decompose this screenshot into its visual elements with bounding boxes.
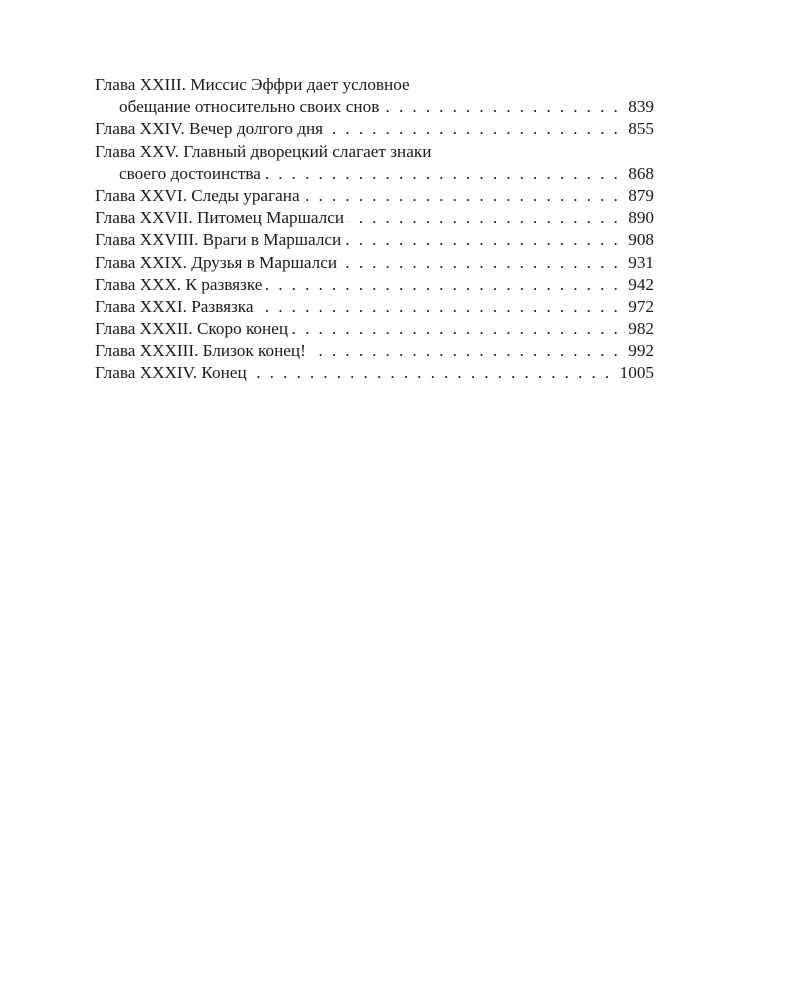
toc-entry (95, 229, 654, 251)
toc-entry (95, 118, 654, 140)
toc-entry-page: 982 (628, 319, 654, 339)
toc-entry-line (95, 229, 654, 251)
toc-entry (95, 252, 654, 274)
toc-entry-page: 879 (628, 185, 654, 205)
toc-entry-line (95, 141, 654, 163)
toc-entry-title: Глава XXX. К развязке (95, 274, 263, 294)
toc-entry-line (95, 252, 654, 274)
toc-entry-title-continuation: своего достоинства (119, 163, 261, 183)
toc-entry-title: Глава XXV. Главный дворецкий слагает знаки (95, 141, 432, 161)
dot-leader (265, 163, 620, 185)
toc-entry (95, 207, 654, 229)
dot-leader (345, 229, 620, 251)
toc-entry-line (95, 362, 654, 384)
toc-entry-line (95, 96, 654, 118)
toc-entry-page: 855 (628, 119, 654, 139)
dot-leader (348, 207, 620, 229)
toc-entry (95, 362, 654, 384)
table-of-contents (95, 74, 654, 385)
toc-entry-line (95, 163, 654, 185)
toc-entry-title: Глава XXIII. Миссис Эффри дает условное (95, 75, 410, 94)
toc-entry (95, 340, 654, 362)
toc-entry-title-continuation: обещание относительно своих снов (119, 97, 380, 117)
toc-entry-page: 931 (628, 252, 654, 272)
toc-entry-title: Глава XXXIV. Конец (95, 363, 247, 383)
toc-entry-page: 839 (628, 97, 654, 117)
toc-entry (95, 296, 654, 318)
toc-entry-title: Глава XXVI. Следы урагана (95, 185, 300, 205)
dot-leader (304, 185, 621, 207)
dot-leader (266, 274, 620, 296)
toc-entry (95, 318, 654, 340)
toc-entry (95, 141, 654, 185)
toc-entry-page: 908 (628, 230, 654, 250)
dot-leader (327, 118, 620, 140)
toc-entry-page: 890 (628, 208, 654, 228)
toc-entry-line (95, 185, 654, 207)
toc-entry-title: Глава XXXII. Скоро конец (95, 319, 289, 339)
toc-entry-title: Глава XXXI. Развязка (95, 296, 254, 316)
toc-entry-line (95, 118, 654, 140)
toc-entry-title: Глава XXIX. Друзья в Маршалси (95, 252, 338, 272)
dot-leader (292, 318, 620, 340)
toc-entry-page: 868 (628, 163, 654, 183)
dot-leader (383, 96, 620, 118)
toc-entry-line (95, 74, 654, 96)
toc-entry-line (95, 296, 654, 318)
toc-entry (95, 185, 654, 207)
toc-entry-page: 972 (628, 296, 654, 316)
toc-entry-page: 992 (628, 341, 654, 361)
toc-entry-line (95, 274, 654, 296)
toc-entry (95, 74, 654, 118)
toc-entry-line (95, 318, 654, 340)
toc-entry-title: Глава XXXIII. Близок конец! (95, 341, 306, 361)
toc-entry-line (95, 340, 654, 362)
toc-entry (95, 274, 654, 296)
toc-entry-title: Глава XXVII. Питомец Маршалси (95, 208, 345, 228)
toc-entry-page: 942 (628, 274, 654, 294)
toc-entry-page: 1005 (619, 363, 654, 383)
toc-entry-title: Глава XXIV. Вечер долгого дня (95, 119, 324, 139)
toc-entry-title: Глава XXVIII. Враги в Маршалси (95, 230, 342, 250)
dot-leader (258, 296, 621, 318)
dot-leader (251, 362, 612, 384)
toc-entry-line (95, 207, 654, 229)
dot-leader (310, 340, 620, 362)
dot-leader (341, 252, 620, 274)
